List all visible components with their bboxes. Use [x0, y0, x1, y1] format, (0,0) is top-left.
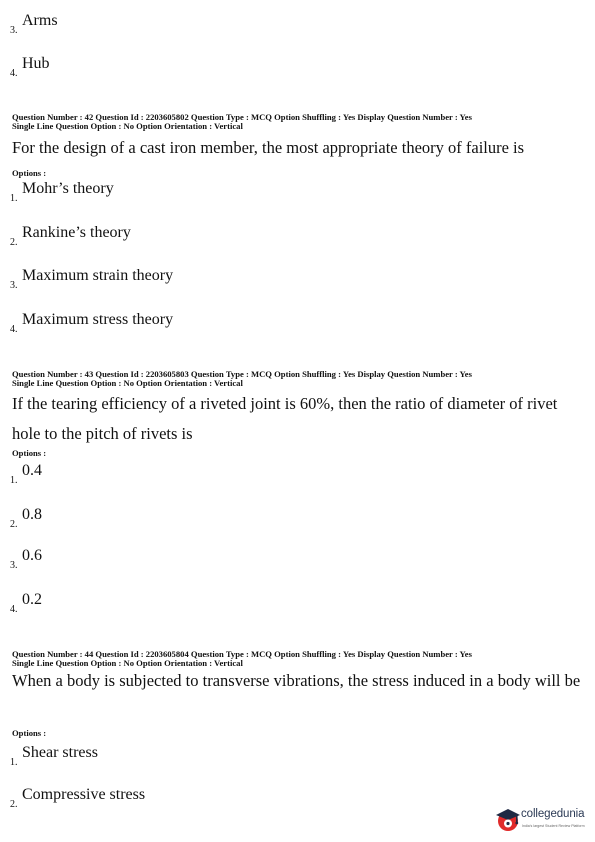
- graduate-cap-icon: [494, 805, 522, 833]
- option-number: 3.: [10, 560, 18, 571]
- option-number: 3.: [10, 25, 18, 36]
- logo-tagline: India's largest Student Review Platform: [522, 824, 585, 828]
- options-label: Options :: [12, 448, 47, 458]
- question-meta: [12, 113, 587, 131]
- option-text: Shear stress: [22, 744, 98, 761]
- question-meta-line: Question Number : 43 Question Id : 2203605803 Question Type : MCQ Option Shuffling : Yes Display Question Number : Yes: [12, 369, 472, 379]
- options-label: Options :: [12, 168, 47, 178]
- option-number: 2.: [10, 519, 18, 530]
- option-number: 1.: [10, 757, 18, 768]
- question-text: For the design of a cast iron member, the most appropriate theory of failure is: [12, 138, 525, 157]
- option-text: Mohr’s theory: [22, 180, 114, 197]
- option-text: 0.8: [22, 506, 42, 523]
- option-text: Arms: [22, 12, 58, 29]
- option-text: 0.2: [22, 591, 42, 608]
- option-number: 2.: [10, 237, 18, 248]
- option-text: Compressive stress: [22, 786, 146, 803]
- option-number: 1.: [10, 475, 18, 486]
- question-meta-line: Single Line Question Option : No Option Orientation : Vertical: [12, 378, 243, 388]
- logo-wordmark: collegedunia: [521, 808, 585, 820]
- option-number: 3.: [10, 280, 18, 291]
- option-text: Maximum strain theory: [22, 267, 174, 284]
- option-number: 1.: [10, 193, 18, 204]
- question-text: If the tearing efficiency of a riveted joint is 60%, then the ratio of diameter of rivet hole to the pitch of rivets is: [12, 394, 558, 443]
- question-meta-line: Question Number : 44 Question Id : 2203605804 Question Type : MCQ Option Shuffling : Yes Display Question Number : Yes: [12, 649, 472, 659]
- option-text: Hub: [22, 55, 50, 72]
- option-number: 4.: [10, 68, 18, 79]
- question-meta: [12, 370, 587, 388]
- option-text: 0.6: [22, 547, 42, 564]
- option-number: 4.: [10, 324, 18, 335]
- question-meta-line: Single Line Question Option : No Option Orientation : Vertical: [12, 658, 243, 668]
- option-text: 0.4: [22, 462, 42, 479]
- collegedunia-logo[interactable]: [494, 803, 590, 835]
- option-number: 4.: [10, 604, 18, 615]
- option-number: 2.: [10, 799, 18, 810]
- options-label: Options :: [12, 728, 47, 738]
- question-text: When a body is subjected to transverse vibrations, the stress induced in a body will be: [12, 671, 581, 690]
- option-text: Maximum stress theory: [22, 311, 174, 328]
- option-text: Rankine’s theory: [22, 224, 131, 241]
- question-meta-line: Question Number : 42 Question Id : 2203605802 Question Type : MCQ Option Shuffling : Yes Display Question Number : Yes: [12, 112, 472, 122]
- question-meta-line: Single Line Question Option : No Option Orientation : Vertical: [12, 121, 243, 131]
